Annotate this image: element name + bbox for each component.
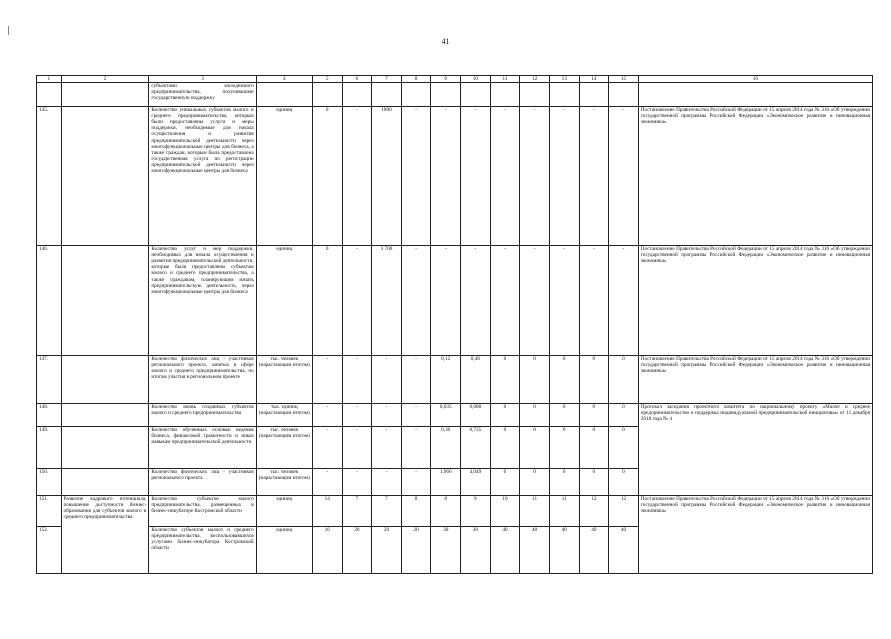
header-row bbox=[37, 76, 873, 83]
value-cell: 9 bbox=[461, 496, 491, 527]
value-cell: - bbox=[342, 427, 372, 469]
value-cell: 1800 bbox=[372, 107, 402, 246]
value-cell: 20 bbox=[372, 527, 402, 574]
unit: тыс. человек (нарастающим итогом) bbox=[256, 427, 312, 469]
value-cell: 0 bbox=[549, 469, 579, 496]
value-cell: - bbox=[490, 246, 520, 356]
row-number: 145. bbox=[37, 107, 62, 246]
scan-margin-mark bbox=[8, 26, 9, 35]
row-number: 151. bbox=[37, 496, 62, 527]
row-number: 150. bbox=[37, 469, 62, 496]
table-row bbox=[37, 246, 873, 356]
column-number: 14 bbox=[579, 76, 609, 83]
value-cell: 0 bbox=[579, 404, 609, 427]
value-cell: 0 bbox=[549, 404, 579, 427]
value-cell: - bbox=[609, 107, 639, 246]
column-number: 4 bbox=[256, 76, 312, 83]
unit: единиц bbox=[256, 107, 312, 246]
value-cell: - bbox=[520, 246, 550, 356]
table-row bbox=[37, 496, 873, 527]
value-cell: - bbox=[342, 107, 372, 246]
value-cell: - bbox=[372, 427, 402, 469]
value-cell: 0 bbox=[520, 404, 550, 427]
indicator-text: Количество вновь созданных субъектов малого и среднего предпринимательства bbox=[149, 404, 256, 427]
unit: единиц bbox=[256, 246, 312, 356]
value-cell: 0 bbox=[579, 469, 609, 496]
column-number: 11 bbox=[490, 76, 520, 83]
value-cell: - bbox=[401, 427, 431, 469]
value-cell: 20 bbox=[401, 527, 431, 574]
value-cell: - bbox=[312, 427, 342, 469]
value-cell: 10 bbox=[490, 496, 520, 527]
value-cell: 16 bbox=[312, 527, 342, 574]
value-cell: - bbox=[372, 404, 402, 427]
value-cell: 0 bbox=[312, 107, 342, 246]
value-cell: 8 bbox=[431, 496, 461, 527]
column-number: 7 bbox=[372, 76, 402, 83]
value-cell: - bbox=[312, 469, 342, 496]
value-cell: 40 bbox=[549, 527, 579, 574]
column-number: 15 bbox=[609, 76, 639, 83]
value-cell: 0,48 bbox=[461, 356, 491, 404]
value-cell: 40 bbox=[520, 527, 550, 574]
value-cell: - bbox=[401, 246, 431, 356]
value-cell: - bbox=[461, 246, 491, 356]
value-cell: 0 bbox=[579, 356, 609, 404]
indicator-text: Количество услуг и мер поддержки, необходимых для начала осуществления и развития предпринимательской деятельности, которые были предоставлены субъектам малого и среднего предпринимательства, а также гражданам, планирующим начать предпринимательскую деятельность, через многофункциональные центры для бизнеса bbox=[149, 246, 256, 356]
legal-basis: Постановление Правительства Российской Федерации от 15 апреля 2014 года № 316 «Об утверждении государственной программы Российской Федерации «Экономическое развитие и инновационная экономика» bbox=[638, 496, 872, 574]
value-cell: 0 bbox=[549, 427, 579, 469]
legal-basis: Протокол заседания проектного комитета по национальному проекту «Малое и среднее предпринимательство и поддержка индивидуальной предпринимательской инициативы» от 11 декабря 2018 года № 4 bbox=[638, 404, 872, 496]
legal-basis: Постановление Правительства Российской Федерации от 15 апреля 2014 года № 316 «Об утверждении государственной программы Российской Федерации «Экономическое развитие и инновационная экономика» bbox=[638, 107, 872, 246]
value-cell: - bbox=[579, 246, 609, 356]
value-cell: - bbox=[372, 469, 402, 496]
value-cell: 30 bbox=[431, 527, 461, 574]
value-cell: 40 bbox=[609, 527, 639, 574]
value-cell: 20 bbox=[342, 527, 372, 574]
value-cell: 12 bbox=[609, 496, 639, 527]
value-cell: - bbox=[342, 246, 372, 356]
value-cell: 0,735 bbox=[461, 427, 491, 469]
column-number: 13 bbox=[549, 76, 579, 83]
column-number: 10 bbox=[461, 76, 491, 83]
value-cell: - bbox=[520, 107, 550, 246]
value-cell: 0 bbox=[490, 427, 520, 469]
value-cell: 30 bbox=[461, 527, 491, 574]
row-number: 148. bbox=[37, 404, 62, 427]
value-cell: 14 bbox=[312, 496, 342, 527]
value-cell: 0 bbox=[609, 427, 639, 469]
value-cell: - bbox=[342, 356, 372, 404]
value-cell: - bbox=[461, 107, 491, 246]
column-number: 6 bbox=[342, 76, 372, 83]
value-cell: - bbox=[490, 107, 520, 246]
row-number: 146. bbox=[37, 246, 62, 356]
column-number: 1 bbox=[37, 76, 62, 83]
unit: тыс. единиц (нарастающим итогом) bbox=[256, 404, 312, 427]
value-cell: 7 bbox=[372, 496, 402, 527]
value-cell: 40 bbox=[579, 527, 609, 574]
value-cell: - bbox=[372, 356, 402, 404]
value-cell: 40 bbox=[490, 527, 520, 574]
unit: единиц bbox=[256, 496, 312, 527]
value-cell: - bbox=[431, 246, 461, 356]
value-cell: 8 bbox=[401, 496, 431, 527]
column-number: 12 bbox=[520, 76, 550, 83]
value-cell: - bbox=[401, 469, 431, 496]
indicators-table bbox=[36, 75, 873, 574]
value-cell: 7 bbox=[342, 496, 372, 527]
value-cell: - bbox=[342, 404, 372, 427]
column-number: 16 bbox=[638, 76, 872, 83]
value-cell: 0,36 bbox=[431, 427, 461, 469]
value-cell: 0 bbox=[609, 404, 639, 427]
value-cell: 0 bbox=[312, 246, 342, 356]
table-row bbox=[37, 404, 873, 427]
value-cell: 11 bbox=[549, 496, 579, 527]
column-number: 5 bbox=[312, 76, 342, 83]
row-number: 152. bbox=[37, 527, 62, 574]
value-cell: - bbox=[609, 246, 639, 356]
value-cell: - bbox=[312, 404, 342, 427]
column-number: 8 bbox=[401, 76, 431, 83]
value-cell: 11 bbox=[520, 496, 550, 527]
value-cell: 0 bbox=[490, 404, 520, 427]
value-cell: - bbox=[579, 107, 609, 246]
value-cell: - bbox=[312, 356, 342, 404]
column-number: 2 bbox=[61, 76, 149, 83]
value-cell: - bbox=[401, 404, 431, 427]
page-number: 41 bbox=[441, 37, 450, 46]
value-cell: 0 bbox=[520, 427, 550, 469]
value-cell: 0 bbox=[520, 356, 550, 404]
value-cell: 0,035 bbox=[431, 404, 461, 427]
value-cell: 0 bbox=[579, 427, 609, 469]
indicator-text: Количество уникальных субъектов малого и среднего предпринимательства, которым были предоставлены услуги и меры поддержки, необходимые для начала осуществления и развития предпринимательской деятельности через многофункциональные центры для бизнеса, а также граждан, которым была предоставлена государственная услуга по регистрации предпринимательской деятельности через многофункциональные центры для бизнеса bbox=[149, 107, 256, 246]
unit: тыс. человек (нарастающим итогом) bbox=[256, 356, 312, 404]
value-cell: 0 bbox=[490, 356, 520, 404]
column-number: 9 bbox=[431, 76, 461, 83]
value-cell: 0 bbox=[520, 469, 550, 496]
indicator-text: Количество физических лиц - участников регионального проекта bbox=[149, 469, 256, 496]
value-cell: 0,088 bbox=[461, 404, 491, 427]
value-cell: 0 bbox=[490, 469, 520, 496]
value-cell: 12 bbox=[579, 496, 609, 527]
value-cell: - bbox=[431, 107, 461, 246]
indicator-text: Количество обученных основам ведения бизнеса, финансовой грамотности и иным навыкам предпринимательской деятельности bbox=[149, 427, 256, 469]
value-cell: - bbox=[342, 469, 372, 496]
value-cell: - bbox=[401, 107, 431, 246]
legal-basis: Постановление Правительства Российской Федерации от 15 апреля 2014 года № 316 «Об утверждении государственной программы Российской Федерации «Экономическое развитие и инновационная экономика» bbox=[638, 246, 872, 356]
indicator-text: субъектами молодежного предпринимательства, получившими государственную поддержку bbox=[149, 83, 256, 107]
value-cell: - bbox=[549, 107, 579, 246]
value-cell: 0 bbox=[549, 356, 579, 404]
table-row bbox=[37, 356, 873, 404]
column-number: 3 bbox=[149, 76, 256, 83]
activity-text: Развитие кадрового потенциала, повышение доступности бизнес-образования для субъектов малого и среднего предпринимательства bbox=[61, 496, 149, 574]
unit: тыс. человек (нарастающим итогом) bbox=[256, 469, 312, 496]
value-cell: 0,12 bbox=[431, 356, 461, 404]
value-cell: 0 bbox=[609, 469, 639, 496]
table-row bbox=[37, 107, 873, 246]
unit: единиц bbox=[256, 527, 312, 574]
continuation-row bbox=[37, 83, 873, 107]
indicator-text: Количество субъектов малого и среднего предпринимательства, воспользовавшихся услугами бизнес-инкубатора Костромской области bbox=[149, 527, 256, 574]
value-cell: 3 700 bbox=[372, 246, 402, 356]
value-cell: 0 bbox=[609, 356, 639, 404]
value-cell: 1,966 bbox=[431, 469, 461, 496]
indicator-text: Количество физических лиц - участников регионального проекта, занятых в сфере малого и среднего предпринимательства, по итогам участия в региональном проекте bbox=[149, 356, 256, 404]
row-number: 149. bbox=[37, 427, 62, 469]
value-cell: - bbox=[549, 246, 579, 356]
legal-basis: Постановление Правительства Российской Федерации от 15 апреля 2014 года № 316 «Об утверждении государственной программы Российской Федерации «Экономическое развитие и инновационная экономика» bbox=[638, 356, 872, 404]
value-cell: - bbox=[401, 356, 431, 404]
row-number: 147. bbox=[37, 356, 62, 404]
indicator-text: Количество субъектов малого предпринимательства, размещенных в бизнес-инкубаторе Костромской области bbox=[149, 496, 256, 527]
value-cell: 4,049 bbox=[461, 469, 491, 496]
